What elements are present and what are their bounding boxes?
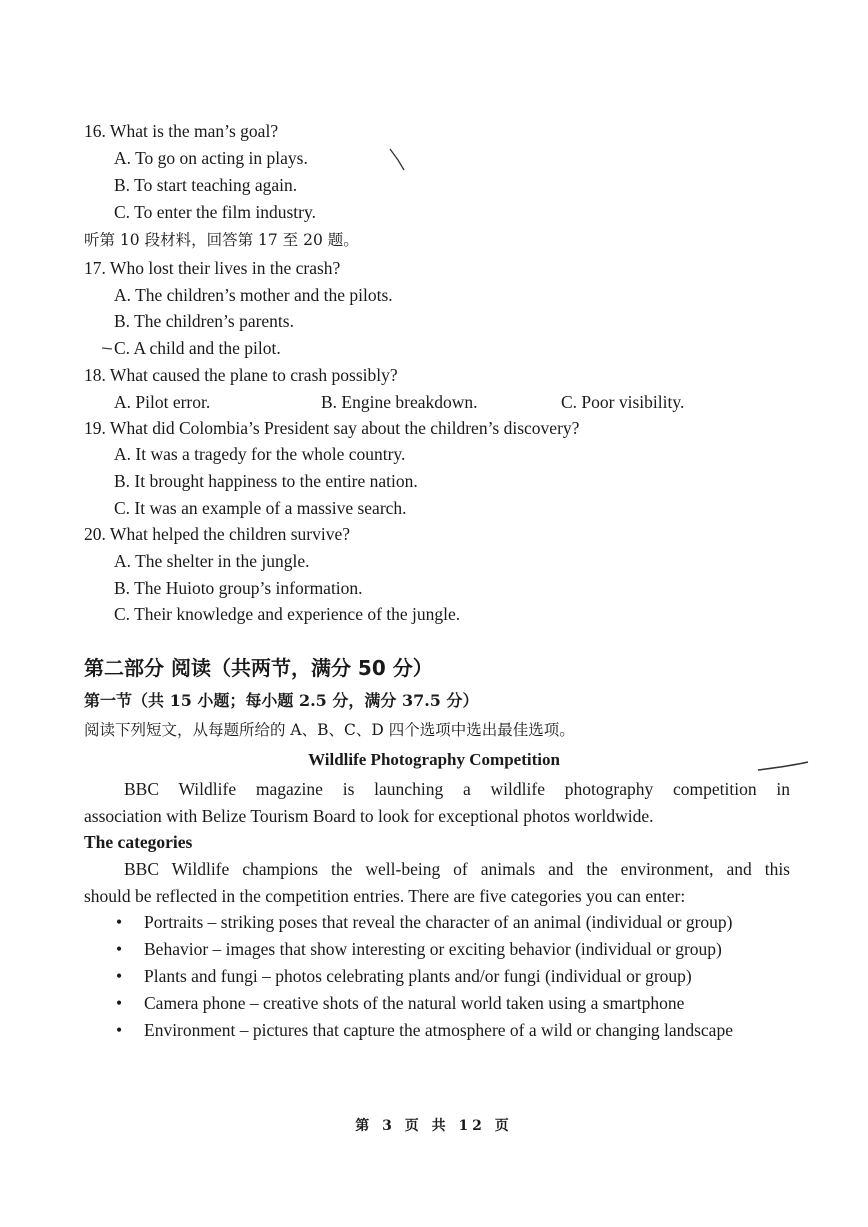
listening-instruction: 听第 10 段材料，回答第 17 至 20 题。 — [84, 231, 359, 249]
intro-paragraph — [84, 776, 790, 830]
category-plants-fungi: Plants and fungi – photos celebrating plants and/or fungi (individual or group) — [144, 966, 692, 986]
question-18: 18. What caused the plane to crash possibly? — [84, 365, 398, 385]
question-16: 16. What is the man’s goal? — [84, 121, 279, 141]
question-17: 17. Who lost their lives in the crash? — [84, 258, 341, 278]
list-item — [84, 1017, 790, 1044]
bullet-icon: • — [116, 993, 123, 1013]
question-16-option-a: A. To go on acting in plays. — [114, 148, 308, 168]
question-19-option-b: B. It brought happiness to the entire nation. — [114, 471, 418, 491]
reading-instruction: 阅读下列短文，从每题所给的 A、B、C、D 四个选项中选出最佳选项。 — [84, 721, 575, 739]
categories-heading: The categories — [84, 832, 193, 852]
question-19-option-c: C. It was an example of a massive search. — [114, 498, 407, 518]
part-title: 第二部分 阅读（共两节，满分 50 分） — [84, 656, 433, 680]
list-item — [84, 936, 790, 963]
question-20-option-c: C. Their knowledge and experience of the jungle. — [114, 604, 461, 624]
category-portraits: Portraits – striking poses that reveal the character of an animal (individual or group) — [144, 912, 733, 932]
question-18-option-b: B. Engine breakdown. — [321, 392, 478, 412]
section-title: 第一节（共 15 小题；每小题 2.5 分，满分 37.5 分） — [84, 691, 479, 710]
intro-line-1: BBC Wildlife magazine is launching a wildlife photography competition in — [124, 779, 790, 799]
category-environment: Environment – pictures that capture the atmosphere of a wild or changing landscape — [144, 1020, 733, 1040]
question-16-option-c: C. To enter the film industry. — [114, 202, 316, 222]
question-20-option-b: B. The Huioto group’s information. — [114, 578, 363, 598]
bullet-icon: • — [116, 939, 123, 959]
question-19: 19. What did Colombia’s President say about the children’s discovery? — [84, 418, 580, 438]
bullet-icon: • — [116, 1020, 123, 1040]
list-item — [84, 909, 790, 936]
question-20-option-a: A. The shelter in the jungle. — [114, 551, 310, 571]
list-item — [84, 990, 790, 1017]
page-footer: 第 3 页 共 12 页 — [355, 1118, 513, 1134]
pen-mark — [386, 146, 410, 174]
pen-stroke — [756, 758, 812, 774]
question-17-option-c: C. A child and the pilot. — [114, 338, 281, 358]
question-18-option-a: A. Pilot error. — [114, 392, 211, 412]
categories-line-1: BBC Wildlife champions the well-being of animals and the environment, and this — [124, 859, 790, 879]
article-title: Wildlife Photography Competition — [308, 750, 560, 769]
question-20: 20. What helped the children survive? — [84, 524, 350, 544]
categories-line-2: should be reflected in the competition entries. There are five categories you can enter: — [84, 886, 686, 906]
bullet-icon: • — [116, 912, 123, 932]
question-16-option-b: B. To start teaching again. — [114, 175, 298, 195]
question-18-options — [114, 391, 754, 413]
pen-tick — [100, 342, 116, 354]
question-18-option-c: C. Poor visibility. — [561, 392, 685, 412]
list-item — [84, 963, 790, 990]
bullet-icon: • — [116, 966, 123, 986]
category-list — [84, 909, 790, 1044]
question-19-option-a: A. It was a tragedy for the whole country. — [114, 444, 406, 464]
question-17-option-b: B. The children’s parents. — [114, 311, 294, 331]
intro-line-2: association with Belize Tourism Board to look for exceptional photos worldwide. — [84, 806, 654, 826]
category-behavior: Behavior – images that show interesting or exciting behavior (individual or group) — [144, 939, 722, 959]
question-17-option-a: A. The children’s mother and the pilots. — [114, 285, 393, 305]
category-camera-phone: Camera phone – creative shots of the natural world taken using a smartphone — [144, 993, 685, 1013]
categories-paragraph — [84, 856, 790, 910]
